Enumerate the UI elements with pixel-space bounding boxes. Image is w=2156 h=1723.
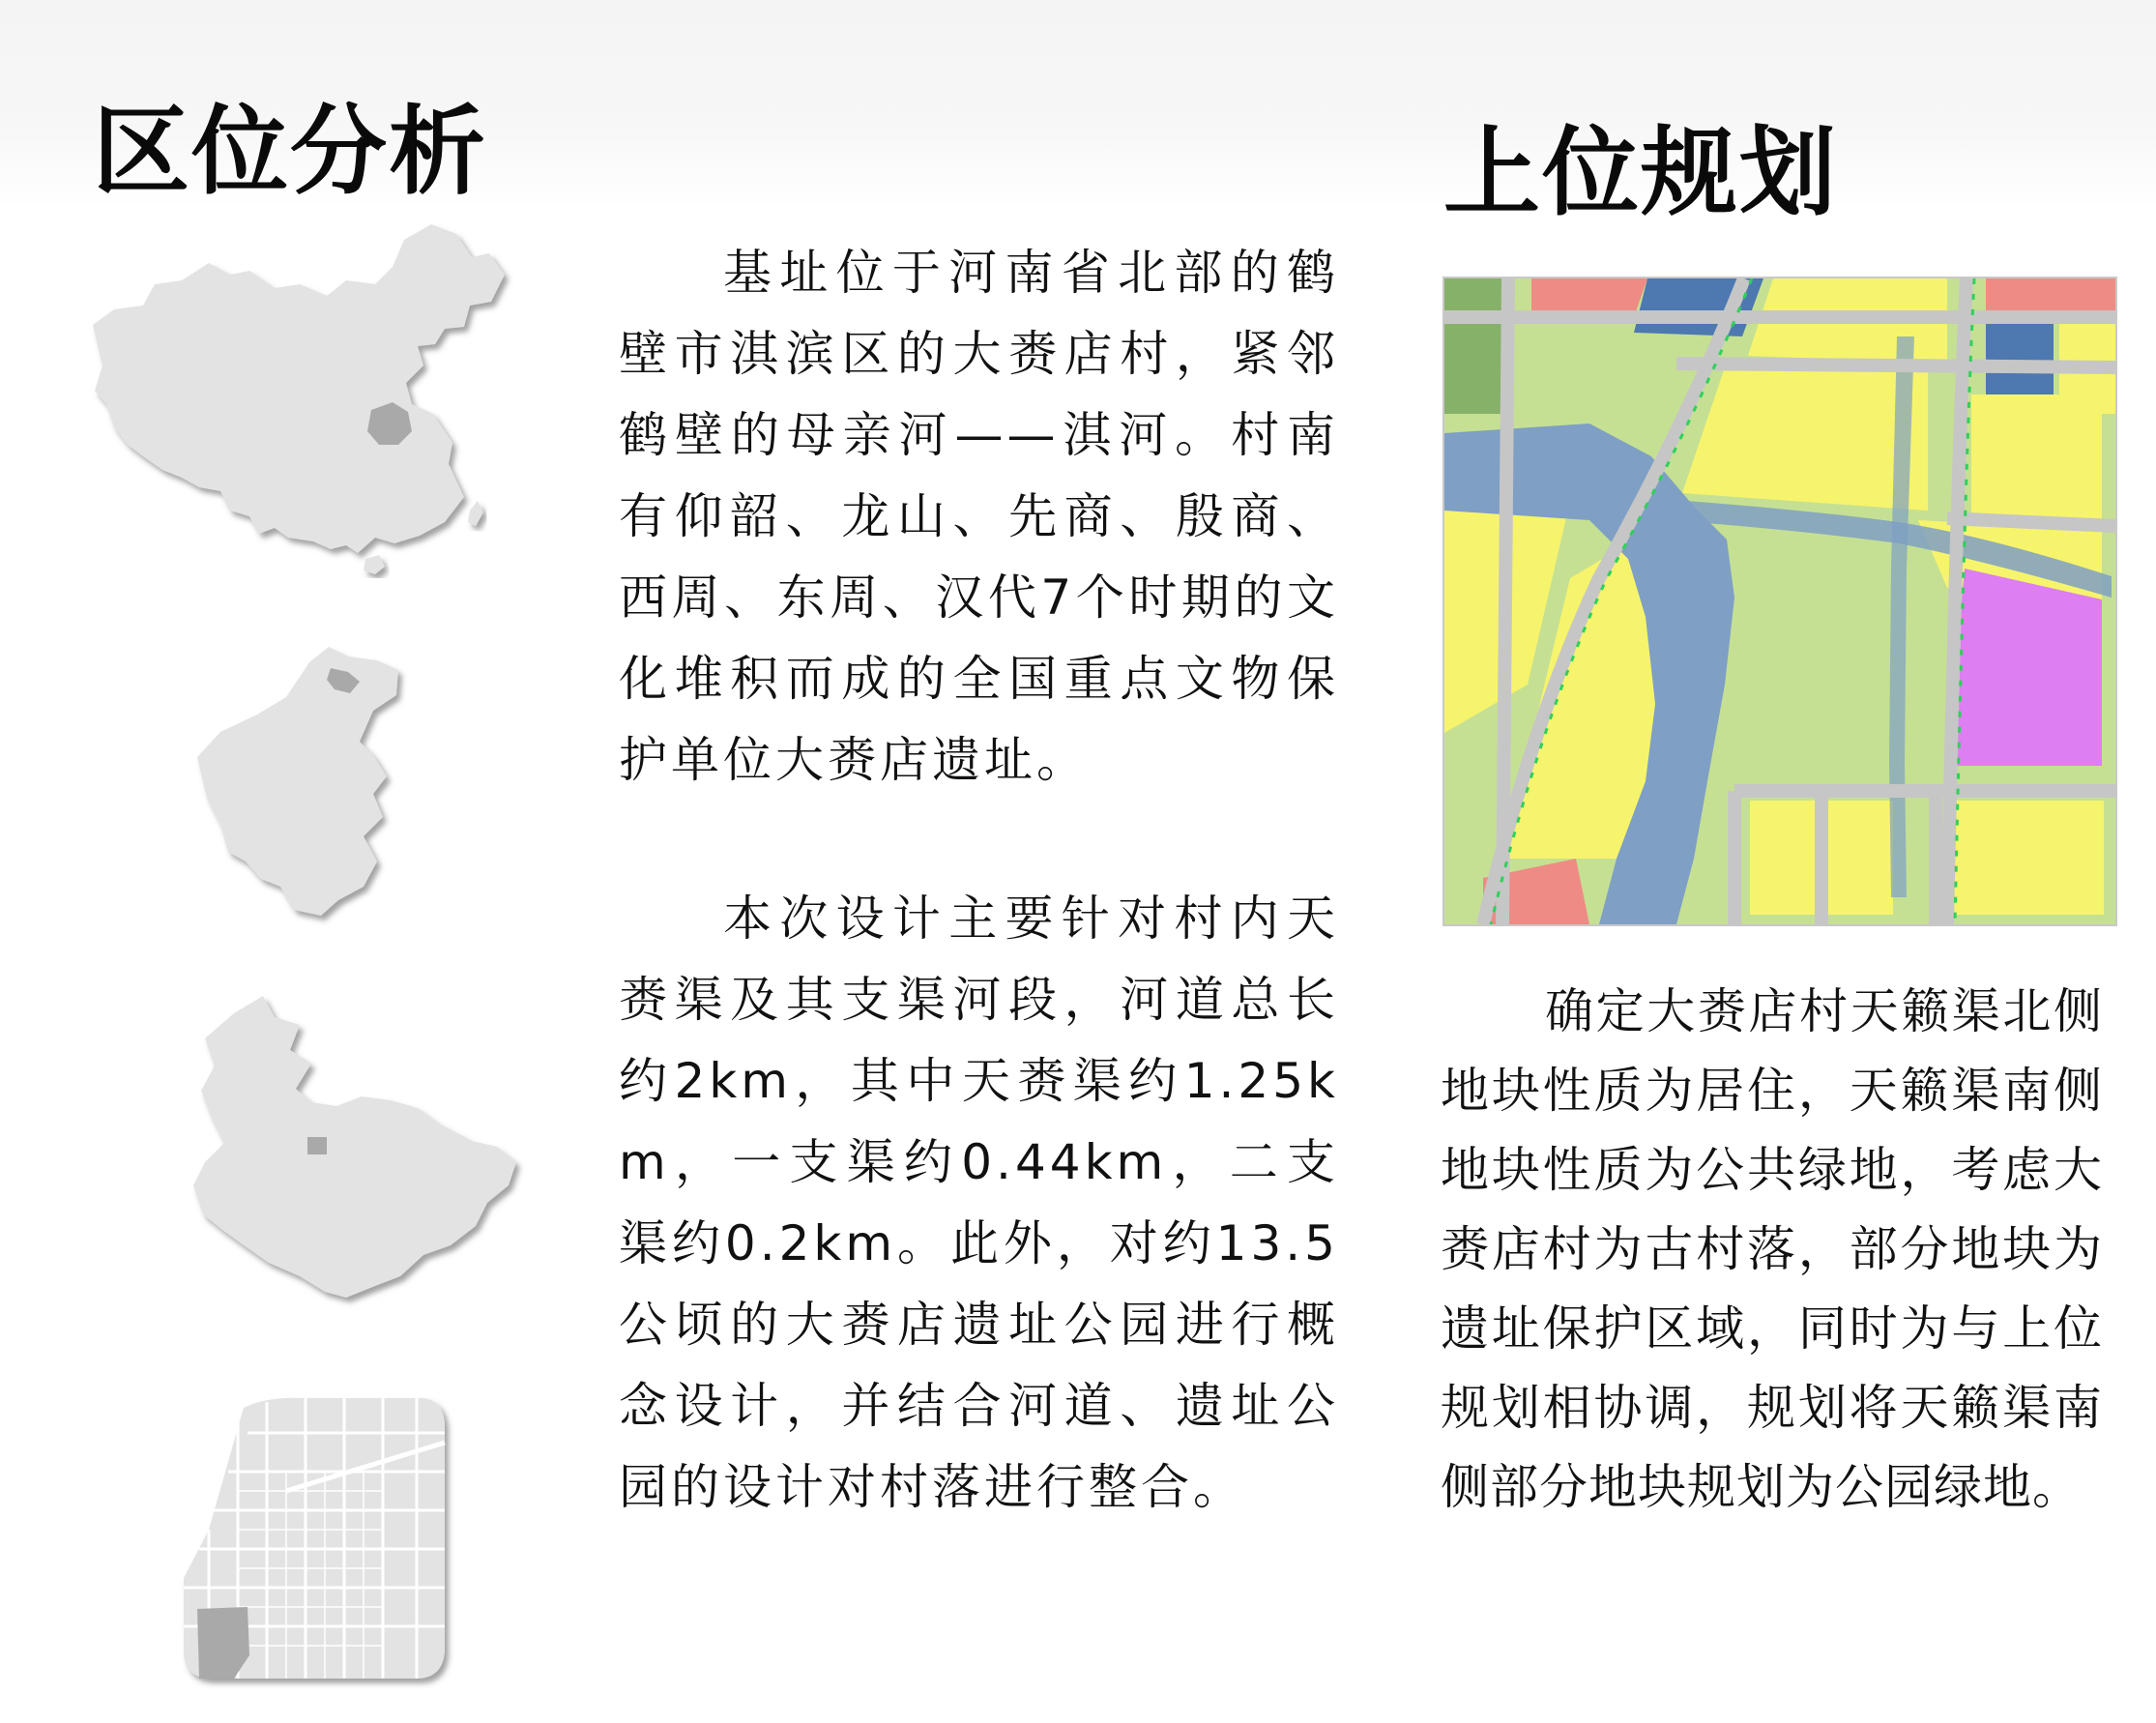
hebi-map: [191, 996, 530, 1307]
taiwan-island: [468, 501, 483, 526]
china-map: [85, 220, 549, 593]
location-paragraph-2: 本次设计主要针对村内天赉渠及其支渠河段，河道总长约2km，其中天赉渠约1.25km，一支渠约0.44km，二支渠约0.2km。此外，对约13.5公顷的大赉店遗址公园进行概念设计，并结合河道、遗址公园的设计对村落进行整合。: [619, 891, 1339, 1515]
forest-block: [1444, 278, 1502, 414]
village-grid-map: [180, 1394, 451, 1684]
residential-block-s2: [1825, 801, 1893, 915]
public-facility-block: [1947, 569, 2102, 766]
residential-block-mid: [1682, 367, 1928, 511]
location-analysis-title: 区位分析: [93, 95, 487, 208]
upper-planning-title: 上位规划: [1443, 116, 1838, 229]
qibin-highlight: [307, 1137, 327, 1154]
china-outline: [93, 224, 505, 553]
residential-block-east: [1971, 394, 2102, 520]
residential-block-s1: [1750, 801, 1816, 915]
residential-block-s3: [1947, 801, 2104, 915]
land-use-planning-map: [1442, 277, 2117, 926]
henan-map: [193, 643, 508, 921]
henan-outline: [197, 647, 398, 916]
hebi-outline: [193, 996, 516, 1298]
upper-planning-paragraph: 确定大赉店村天籁渠北侧地块性质为居住，天籁渠南侧地块性质为公共绿地，考虑大赉店村为古村落，部分地块为遗址保护区域，同时为与上位规划相协调，规划将天籁渠南侧部分地块规划为公园绿地。: [1441, 983, 2103, 1515]
hainan-island: [364, 555, 385, 574]
location-paragraph-1: 基址位于河南省北部的鹤壁市淇滨区的大赉店村，紧邻鹤壁的母亲河——淇河。村南有仰韶、龙山、先商、殷商、西周、东周、汉代7个时期的文化堆积而成的全国重点文物保护单位大赉店遗址。: [619, 245, 1339, 788]
